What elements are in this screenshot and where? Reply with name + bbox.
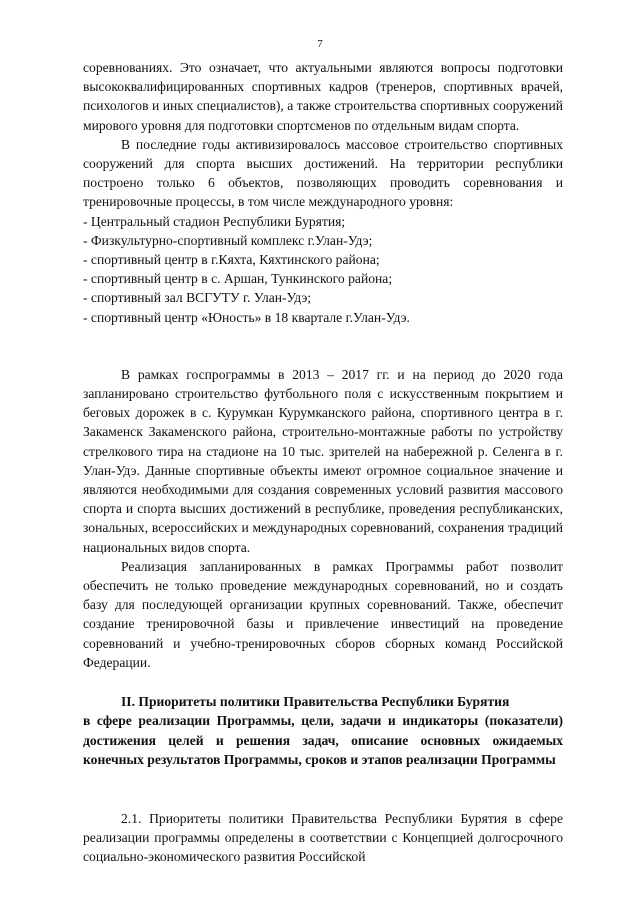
spacer — [83, 327, 563, 365]
paragraph-state-program: В рамках госпрограммы в 2013 – 2017 гг. и на период до 2020 года запланировано строительство футбольного поля с искусственным покрытием и беговых дорожек в с. Курумкан Курумканского района, спортивного центра в г. Закаменск Закаменского района, строительно-монтажные работы по устройству стрелкового тира на стадионе на 10 тыс. зрителей на набережной р. Селенга в г. Улан-Удэ. Данные спортивные объекты имеют огромное социальное значение и являются необходимыми для создания современных условий развития массового спорта и спорта высших достижений в республике, проведения республиканских, зональных, всероссийских и международных соревнований, сохранения традиций национальных видов спорта. — [83, 366, 563, 555]
list-item: - Физкультурно-спортивный комплекс г.Улан-Удэ; — [83, 232, 373, 248]
list-item: - спортивный центр в г.Кяхта, Кяхтинского района; — [83, 252, 380, 268]
spacer — [83, 672, 563, 692]
list-item: - спортивный центр в с. Аршан, Тункинского района; — [83, 271, 393, 287]
section-heading — [83, 692, 563, 769]
document-body — [83, 58, 563, 867]
facilities-list — [83, 212, 563, 327]
list-item: - спортивный зал ВСГУТУ г. Улан-Удэ; — [83, 290, 312, 306]
paragraph-priorities: 2.1. Приоритеты политики Правительства Республики Бурятия в сфере реализации программы определены в соответствии с Концепцией долгосрочного социально-экономического развития Российской — [83, 810, 563, 865]
list-item: - спортивный центр «Юность» в 18 квартале г.Улан-Удэ. — [83, 309, 410, 325]
section-heading-rest: в сфере реализации Программы, цели, задачи и индикаторы (показатели) достижения целей и решения задач, описание основных ожидаемых конечных результатов Программы, сроков и этапов реализации Программы — [83, 713, 563, 767]
paragraph-implementation: Реализация запланированных в рамках Программы работ позволит обеспечить не только проведение международных соревнований, но и создать базу для последующей организации крупных соревнований. Также, обеспечит создание тренировочной базы и привлечение инвестиций на проведение соревнований и учебно-тренировочных сборов сборных команд Российской Федерации. — [83, 558, 563, 670]
paragraph-continuation: соревнованиях. Это означает, что актуальными являются вопросы подготовки высококвалифицированных спортивных кадров (тренеров, спортивных врачей, психологов и иных специалистов), а также строительства спортивных сооружений мирового уровня для подготовки спортсменов по отдельным видам спорта. — [83, 60, 563, 133]
section-heading-first-line: II. Приоритеты политики Правительства Республики Бурятия — [121, 694, 510, 710]
list-item: - Центральный стадион Республики Бурятия; — [83, 213, 346, 229]
spacer — [83, 769, 563, 809]
page-number: 7 — [317, 38, 323, 50]
paragraph-construction: В последние годы активизировалось массовое строительство спортивных сооружений для спорта высших достижений. На территории республики построено только 6 объектов, позволяющих проводить соревнования и тренировочные процессы, в том числе международного уровня: — [83, 136, 563, 210]
